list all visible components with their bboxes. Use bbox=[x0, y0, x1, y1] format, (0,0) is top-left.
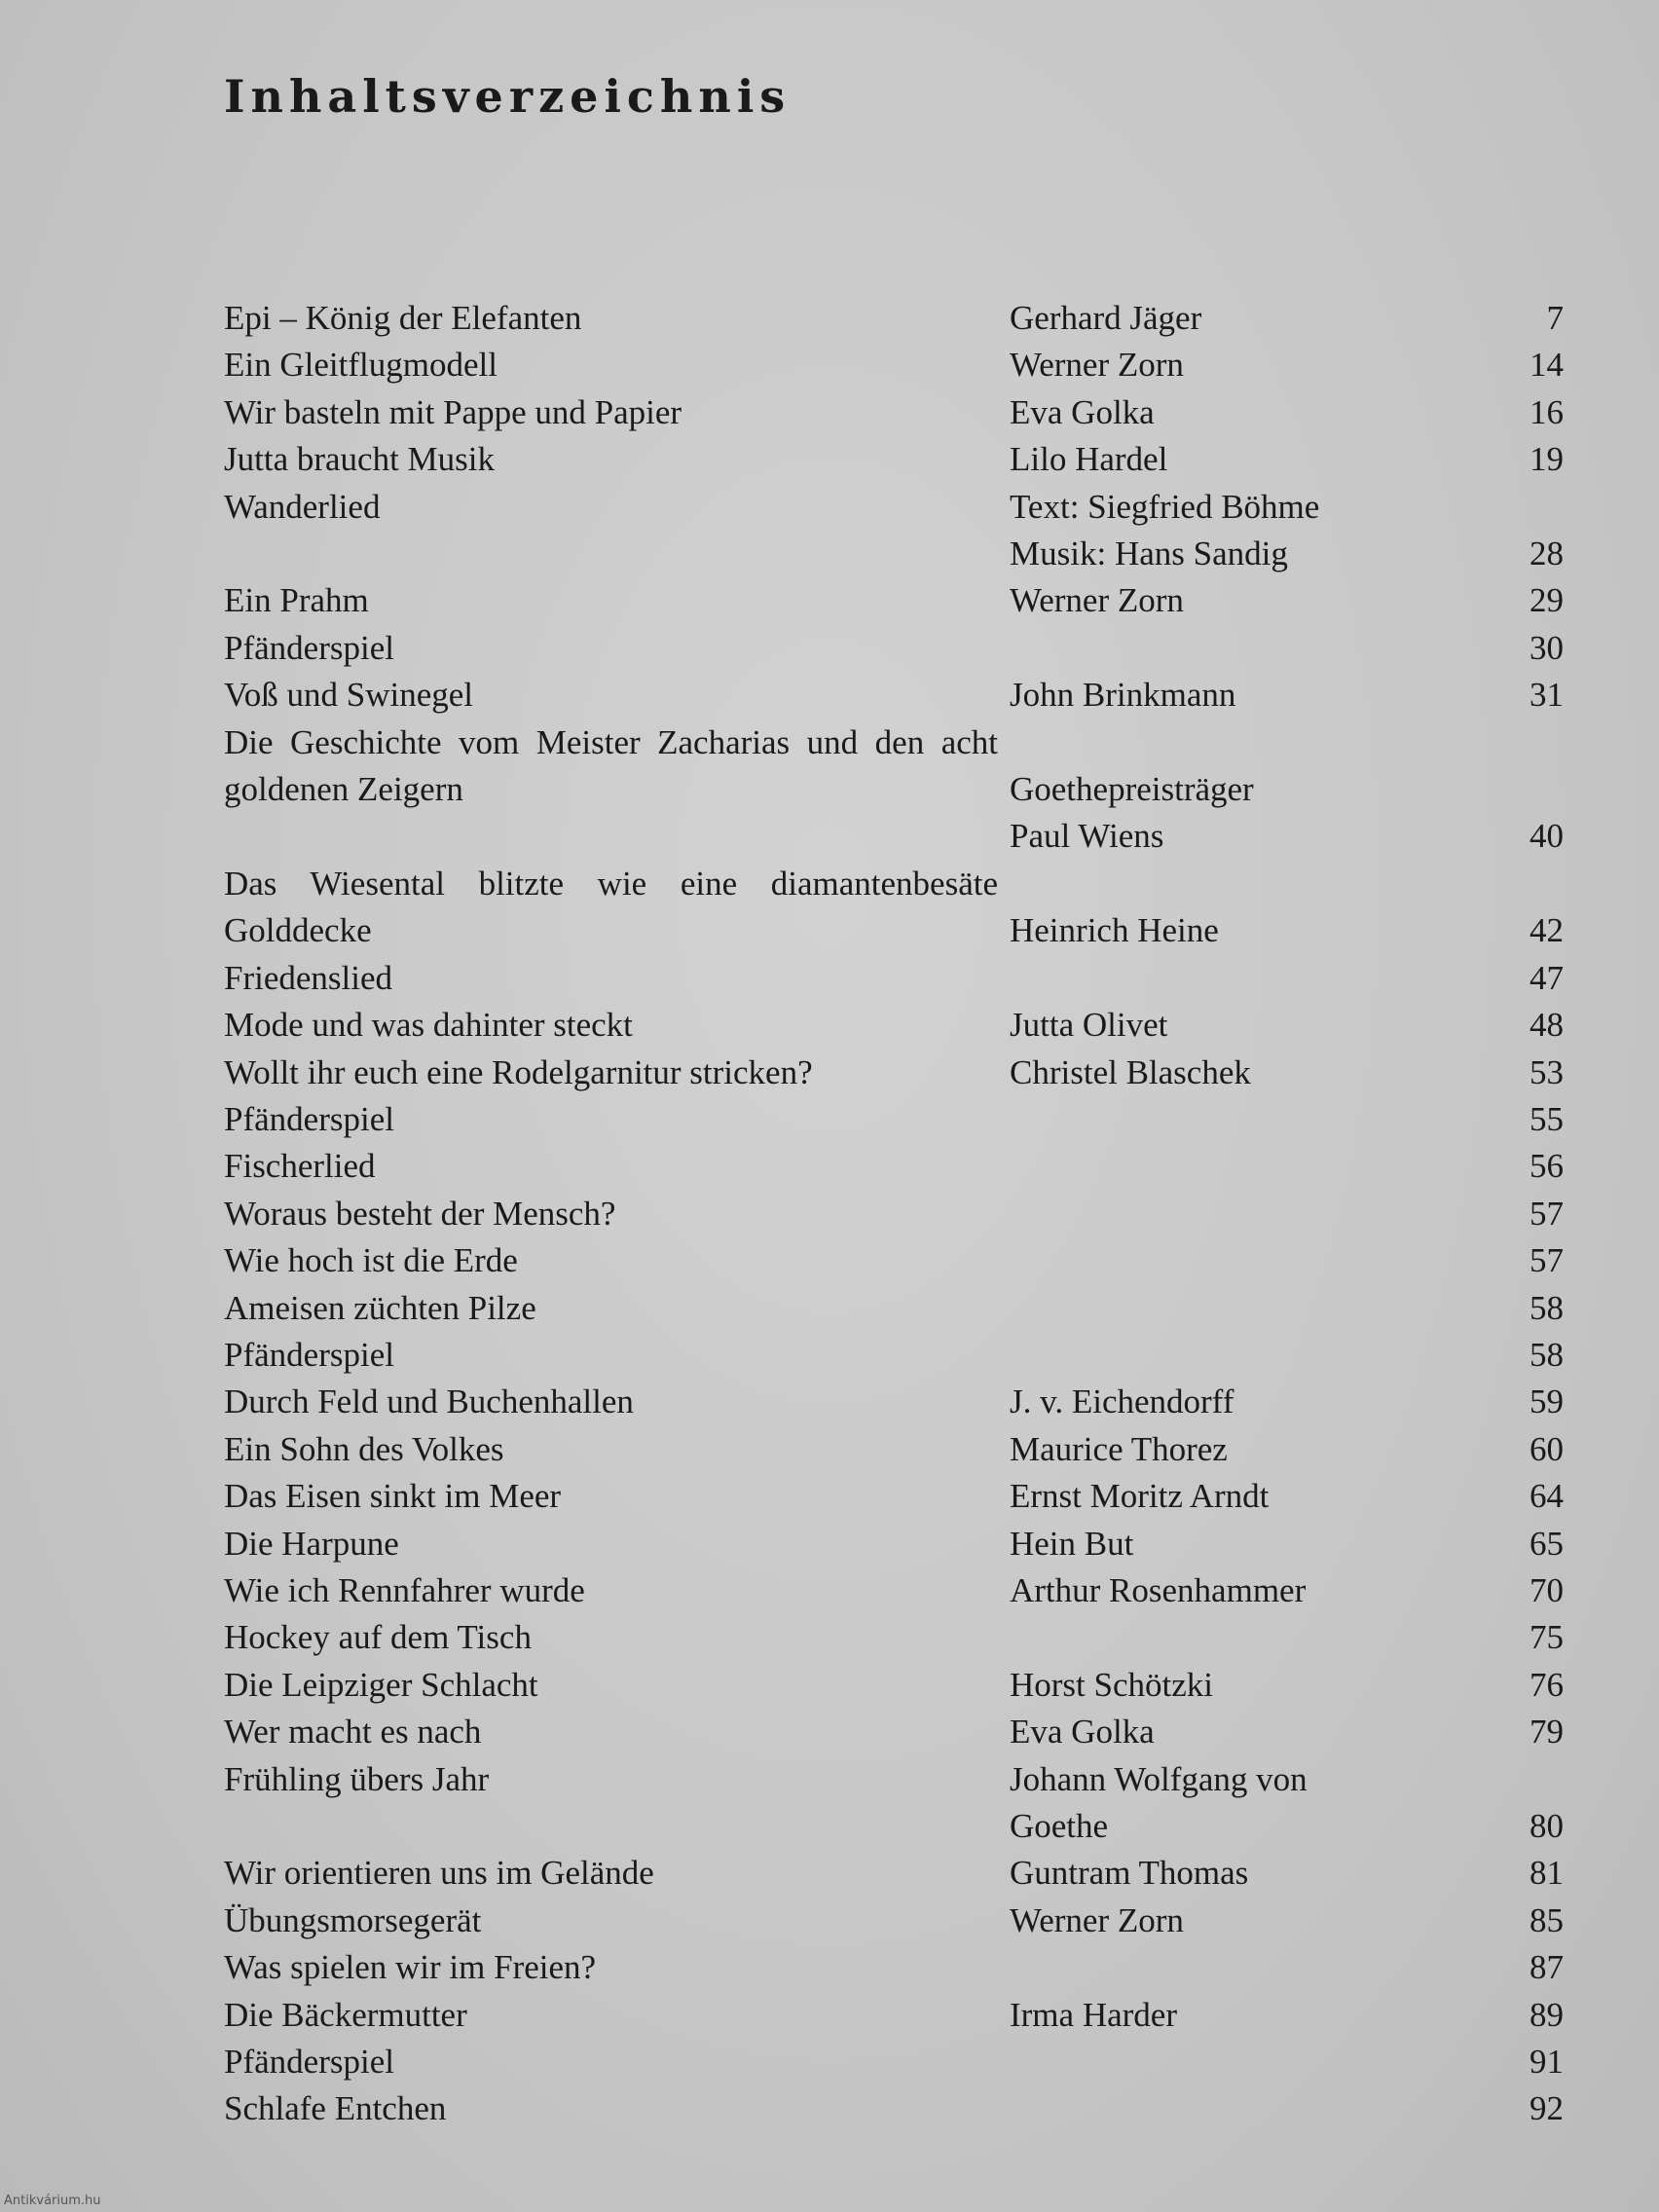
entry-title: Voß und Swinegel bbox=[224, 676, 474, 715]
entry-title: Ein Gleitflugmodell bbox=[224, 346, 498, 385]
entry-title: Woraus besteht der Mensch? bbox=[224, 1194, 616, 1233]
entry-title: Ein Prahm bbox=[224, 581, 369, 620]
toc-entry bbox=[224, 955, 1567, 1002]
entry-author: Maurice Thorez bbox=[1010, 1429, 1228, 1468]
entry-title: Was spielen wir im Freien? bbox=[224, 1948, 597, 1987]
toc-entry bbox=[224, 1756, 1567, 1851]
toc-entry bbox=[224, 1050, 1567, 1096]
toc-entry bbox=[224, 484, 1567, 578]
entry-page-number: 80 bbox=[1530, 1807, 1564, 1845]
entry-author: Werner Zorn bbox=[1010, 581, 1184, 620]
entry-title: Epi – König der Elefanten bbox=[224, 299, 582, 337]
entry-author: Hein But bbox=[1010, 1524, 1134, 1563]
entry-page-number: 92 bbox=[1530, 2089, 1564, 2128]
entry-page-number: 7 bbox=[1546, 299, 1564, 337]
entry-page-number: 58 bbox=[1530, 1335, 1564, 1374]
toc-entry bbox=[224, 1237, 1567, 1284]
entry-title: Frühling übers Jahr bbox=[224, 1759, 490, 1798]
entry-title: Wie ich Rennfahrer wurde bbox=[224, 1570, 585, 1609]
entry-page-number: 57 bbox=[1530, 1241, 1564, 1280]
toc-entry bbox=[224, 1709, 1567, 1755]
entry-author: Jutta Olivet bbox=[1010, 1006, 1168, 1045]
entry-author: Gerhard Jäger bbox=[1010, 299, 1202, 337]
entry-title: Pfänderspiel bbox=[224, 2043, 394, 2082]
entry-page-number: 59 bbox=[1530, 1382, 1564, 1421]
entry-title: Wie hoch ist die Erde bbox=[224, 1241, 518, 1280]
entry-page-number: 42 bbox=[1530, 911, 1564, 950]
toc-entry bbox=[224, 625, 1567, 672]
entry-title: Wer macht es nach bbox=[224, 1713, 482, 1751]
toc-entry bbox=[224, 1096, 1567, 1143]
entry-page-number: 79 bbox=[1530, 1713, 1564, 1751]
entry-title: Die Leipziger Schlacht bbox=[224, 1665, 538, 1704]
entry-page-number: 28 bbox=[1530, 535, 1564, 573]
entry-author: Heinrich Heine bbox=[1010, 911, 1219, 950]
entry-page-number: 76 bbox=[1530, 1665, 1564, 1704]
entry-page-number: 16 bbox=[1530, 392, 1564, 431]
entry-author: Guntram Thomas bbox=[1010, 1854, 1249, 1893]
entry-author: Lilo Hardel bbox=[1010, 440, 1168, 479]
toc-entry bbox=[224, 1285, 1567, 1332]
entry-author bbox=[998, 1096, 1456, 1143]
entry-page-number: 89 bbox=[1530, 1995, 1564, 2034]
toc-entry bbox=[224, 1473, 1567, 1520]
entry-page-number: 55 bbox=[1530, 1099, 1564, 1138]
entry-page-number: 53 bbox=[1530, 1052, 1564, 1091]
entry-page-number: 29 bbox=[1530, 581, 1564, 620]
entry-page-number: 91 bbox=[1530, 2043, 1564, 2082]
toc-entry bbox=[224, 1567, 1567, 1614]
entry-author: Arthur Rosenhammer bbox=[1010, 1570, 1307, 1609]
entry-page-number: 87 bbox=[1530, 1948, 1564, 1987]
toc-entry bbox=[224, 342, 1567, 388]
entry-author: Werner Zorn bbox=[1010, 1900, 1184, 1939]
entry-title: Übungsmorsegerät bbox=[224, 1900, 482, 1939]
entry-author: Eva Golka bbox=[1010, 1713, 1155, 1751]
entry-author: Johann Wolfgang von Goethe bbox=[1010, 1759, 1308, 1845]
entry-author bbox=[998, 1191, 1456, 1237]
entry-title: Wanderlied bbox=[224, 487, 381, 526]
entry-title: Wir basteln mit Pappe und Papier bbox=[224, 392, 682, 431]
entry-title: Die Geschichte vom Meister Zacharias und den acht goldenen Zeigern bbox=[224, 722, 998, 809]
entry-title: Schlafe Entchen bbox=[224, 2089, 447, 2128]
toc-entry bbox=[224, 2039, 1567, 2085]
toc-entry bbox=[224, 861, 1567, 955]
toc-entry bbox=[224, 2085, 1567, 2132]
toc-entry bbox=[224, 672, 1567, 719]
entry-page-number: 58 bbox=[1530, 1288, 1564, 1327]
entry-author: Werner Zorn bbox=[1010, 346, 1184, 385]
entry-title: Mode und was dahinter steckt bbox=[224, 1006, 633, 1045]
toc-entry bbox=[224, 1944, 1567, 1991]
entry-title: Friedenslied bbox=[224, 958, 393, 997]
entry-page-number: 75 bbox=[1530, 1618, 1564, 1657]
entry-title: Hockey auf dem Tisch bbox=[224, 1618, 532, 1657]
toc-entry bbox=[224, 1992, 1567, 2039]
toc-entry bbox=[224, 1898, 1567, 1944]
entry-author bbox=[998, 2085, 1456, 2132]
toc-entry bbox=[224, 436, 1567, 483]
entry-page-number: 48 bbox=[1530, 1006, 1564, 1045]
toc-entry bbox=[224, 1850, 1567, 1897]
entry-page-number: 81 bbox=[1530, 1854, 1564, 1893]
entry-author bbox=[998, 625, 1456, 672]
entry-author: Ernst Moritz Arndt bbox=[1010, 1477, 1270, 1516]
entry-author bbox=[998, 2039, 1456, 2085]
entry-author: Irma Harder bbox=[1010, 1995, 1177, 2034]
entry-author bbox=[998, 1237, 1456, 1284]
entry-author: Eva Golka bbox=[1010, 392, 1155, 431]
entry-title: Jutta braucht Musik bbox=[224, 440, 496, 479]
entry-author: Horst Schötzki bbox=[1010, 1665, 1214, 1704]
toc-entry bbox=[224, 295, 1567, 342]
entry-page-number: 56 bbox=[1530, 1147, 1564, 1186]
entry-title: Die Bäckermutter bbox=[224, 1995, 467, 2034]
entry-page-number: 19 bbox=[1530, 440, 1564, 479]
entry-title: Pfänderspiel bbox=[224, 1335, 394, 1374]
entry-author: John Brinkmann bbox=[1010, 676, 1236, 715]
entry-page-number: 47 bbox=[1530, 958, 1564, 997]
entry-author bbox=[998, 1143, 1456, 1190]
entry-page-number: 64 bbox=[1530, 1477, 1564, 1516]
entry-author: Goethepreisträger Paul Wiens bbox=[1010, 770, 1254, 856]
page-title: Inhaltsverzeichnis bbox=[224, 70, 792, 123]
entry-title: Durch Feld und Buchenhallen bbox=[224, 1382, 634, 1421]
entry-title: Wollt ihr euch eine Rodelgarnitur stricken? bbox=[224, 1052, 813, 1091]
toc-entry bbox=[224, 1191, 1567, 1237]
entry-title: Das Eisen sinkt im Meer bbox=[224, 1477, 562, 1516]
entry-page-number: 57 bbox=[1530, 1194, 1564, 1233]
entry-page-number: 40 bbox=[1530, 817, 1564, 856]
toc-entry bbox=[224, 1521, 1567, 1567]
entry-author bbox=[998, 955, 1456, 1002]
toc-entry bbox=[224, 1379, 1567, 1425]
entry-title: Ameisen züchten Pilze bbox=[224, 1288, 536, 1327]
entry-author bbox=[998, 1614, 1456, 1661]
entry-page-number: 14 bbox=[1530, 346, 1564, 385]
entry-page-number: 31 bbox=[1530, 676, 1564, 715]
entry-title: Wir orientieren uns im Gelände bbox=[224, 1854, 654, 1893]
entry-page-number: 65 bbox=[1530, 1524, 1564, 1563]
entry-title: Die Harpune bbox=[224, 1524, 399, 1563]
toc-entry bbox=[224, 1332, 1567, 1379]
entry-page-number: 30 bbox=[1530, 628, 1564, 667]
entry-author: Christel Blaschek bbox=[1010, 1052, 1251, 1091]
table-of-contents bbox=[224, 295, 1567, 2133]
entry-page-number: 70 bbox=[1530, 1570, 1564, 1609]
entry-author: J. v. Eichendorff bbox=[1010, 1382, 1235, 1421]
entry-title: Pfänderspiel bbox=[224, 628, 394, 667]
entry-author bbox=[998, 1332, 1456, 1379]
entry-page-number: 85 bbox=[1530, 1900, 1564, 1939]
entry-title: Fischerlied bbox=[224, 1147, 376, 1186]
entry-page-number: 60 bbox=[1530, 1429, 1564, 1468]
entry-title: Pfänderspiel bbox=[224, 1099, 394, 1138]
toc-entry bbox=[224, 1143, 1567, 1190]
toc-entry bbox=[224, 1614, 1567, 1661]
entry-author: Text: Siegfried Böhme Musik: Hans Sandig bbox=[1010, 487, 1320, 573]
entry-author bbox=[998, 1285, 1456, 1332]
toc-entry bbox=[224, 719, 1567, 861]
entry-title: Das Wiesental blitzte wie eine diamantenbesäte Golddecke bbox=[224, 864, 998, 950]
toc-entry bbox=[224, 577, 1567, 624]
entry-title: Ein Sohn des Volkes bbox=[224, 1429, 504, 1468]
watermark: Antikvárium.hu bbox=[4, 2194, 101, 2208]
toc-entry bbox=[224, 389, 1567, 436]
entry-author bbox=[998, 1944, 1456, 1991]
toc-entry bbox=[224, 1426, 1567, 1473]
toc-entry bbox=[224, 1662, 1567, 1709]
toc-entry bbox=[224, 1002, 1567, 1049]
